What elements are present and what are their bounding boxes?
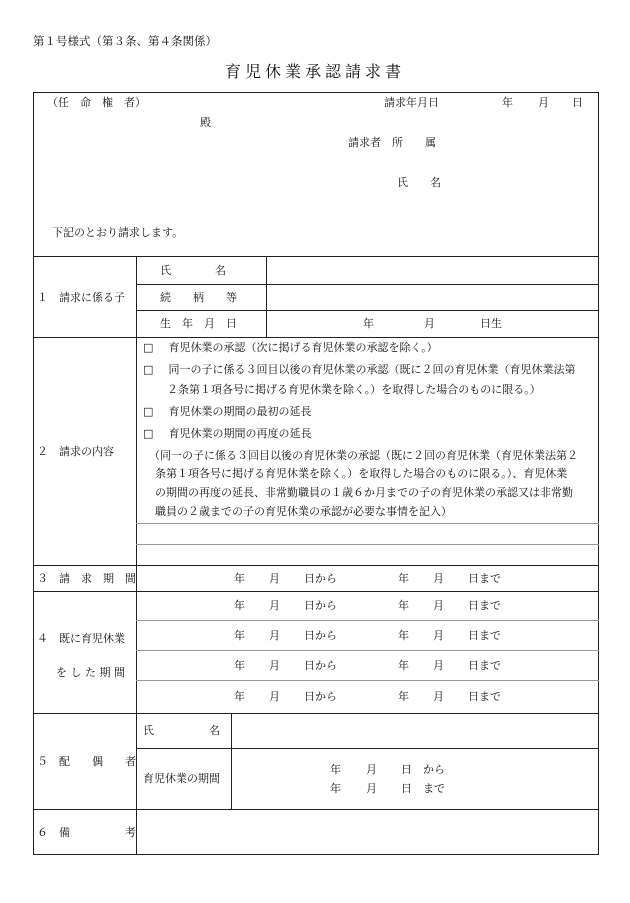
reason-input[interactable]	[140, 530, 595, 542]
spouse-from-month: 月	[366, 763, 377, 776]
past-period-row-2-from-year: 年	[234, 629, 245, 642]
child-birth-label: 生 年 月 日	[160, 317, 237, 330]
form-number: 第１号様式（第３条、第４条関係）	[33, 34, 217, 48]
sec1-col-line	[266, 256, 267, 337]
past-period-row-1-to-day: 日まで	[468, 599, 501, 612]
option-label: 同一の子に係る３回目以後の育児休業の承認（既に２回の育児休業（育児休業法第	[168, 363, 576, 376]
past-period-row-3-from-month: 月	[269, 659, 280, 672]
remarks-input[interactable]	[140, 815, 595, 850]
request-month: 月	[538, 96, 549, 109]
note-line: 条第１項各号に掲げる育児休業を除く。）を取得した場合のものに限る。）、育児休業	[155, 467, 568, 480]
spouse-from-day: 日 から	[401, 763, 445, 776]
checkbox-icon[interactable]: □	[143, 363, 154, 376]
note-line: 職員の２歳までの子の育児休業の承認が必要な事情を記入）	[155, 505, 452, 518]
label-column-line	[136, 256, 137, 855]
option-2	[143, 364, 576, 375]
sec1-row-line	[136, 310, 599, 311]
sec5-col-line	[231, 713, 232, 809]
honorific: 殿	[200, 116, 211, 129]
option-1	[143, 342, 438, 353]
sec1-label: １ 請求に係る子	[37, 291, 125, 304]
past-period-row-2-to-month: 月	[433, 629, 444, 642]
past-period-row-2-from-month: 月	[269, 629, 280, 642]
request-year: 年	[502, 96, 513, 109]
past-period-row-4-from-month: 月	[269, 690, 280, 703]
child-birth-year: 年	[363, 317, 374, 330]
sec5-row-line	[136, 748, 599, 749]
request-day: 日	[572, 96, 583, 109]
period-from-day: 日から	[304, 572, 337, 585]
spouse-to-day: 日 まで	[401, 782, 445, 795]
spouse-from-year: 年	[330, 763, 341, 776]
past-period-row-3-from-day: 日から	[304, 659, 337, 672]
request-date-label: 請求年月日	[384, 96, 439, 109]
sec3-label: ３ 請 求 期 間	[37, 572, 136, 585]
sec5-label: ５ 配 偶 者	[37, 755, 136, 768]
option-4	[143, 428, 312, 439]
option-2-continuation: ２条第１項各号に掲げる育児休業を除く。）を取得した場合のものに限る。）	[167, 383, 541, 396]
past-period-row-1-from-day: 日から	[304, 599, 337, 612]
past-period-row-4-to-month: 月	[433, 690, 444, 703]
divider-sec6	[33, 809, 599, 810]
spouse-to-month: 月	[366, 782, 377, 795]
intro-text: 下記のとおり請求します。	[52, 226, 184, 239]
requester-name-label: 氏 名	[397, 176, 441, 189]
past-period-row-4-from-day: 日から	[304, 690, 337, 703]
past-period-row-3-to-day: 日まで	[468, 659, 501, 672]
requester-affiliation-label: 請求者 所 属	[348, 136, 436, 149]
option-label: 育児休業の期間の最初の延長	[168, 405, 312, 418]
page-title: 育児休業承認請求書	[224, 62, 405, 81]
past-period-row-3-to-month: 月	[433, 659, 444, 672]
option-label: 育児休業の期間の再度の延長	[168, 427, 312, 440]
sec4-row-line	[136, 680, 599, 681]
past-period-row-2-from-day: 日から	[304, 629, 337, 642]
divider-sec4	[33, 591, 599, 592]
past-period-row-1-to-month: 月	[433, 599, 444, 612]
period-from-month: 月	[269, 572, 280, 585]
divider-sec3	[33, 565, 599, 566]
child-birth-month: 月	[424, 317, 435, 330]
sec1-row-line	[136, 284, 599, 285]
appointer-label: （任 命 権 者）	[47, 96, 146, 109]
divider-sec5	[33, 713, 599, 714]
sec4-label-line2: を し た 期 間	[56, 666, 125, 679]
option-label: 育児休業の承認（次に掲げる育児休業の承認を除く。）	[168, 341, 438, 354]
child-relation-label: 続 柄 等	[160, 291, 237, 304]
sec2-label: ２ 請求の内容	[37, 445, 114, 458]
period-to-year: 年	[398, 572, 409, 585]
checkbox-icon[interactable]: □	[143, 405, 154, 418]
divider-sec1	[33, 256, 599, 257]
sec2-blank-line	[136, 544, 599, 545]
past-period-row-2-to-year: 年	[398, 629, 409, 642]
period-from-year: 年	[234, 572, 245, 585]
past-period-row-4-to-day: 日まで	[468, 690, 501, 703]
option-3	[143, 406, 312, 417]
past-period-row-1-to-year: 年	[398, 599, 409, 612]
divider-sec2	[33, 337, 599, 338]
note-line: （同一の子に係る３回目以後の育児休業の承認（既に２回の育児休業（育児休業法第２	[149, 449, 578, 462]
past-period-row-4-to-year: 年	[398, 690, 409, 703]
past-period-row-3-from-year: 年	[234, 659, 245, 672]
checkbox-icon[interactable]: □	[143, 427, 154, 440]
past-period-row-1-from-year: 年	[234, 599, 245, 612]
period-to-month: 月	[433, 572, 444, 585]
past-period-row-4-from-year: 年	[234, 690, 245, 703]
past-period-row-2-to-day: 日まで	[468, 629, 501, 642]
sec4-row-line	[136, 650, 599, 651]
spouse-name-label: 氏 名	[143, 724, 220, 737]
note-line: の期間の再度の延長、非常勤職員の１歳６か月までの子の育児休業の承認又は非常勤	[155, 486, 573, 499]
period-to-day: 日まで	[468, 572, 501, 585]
sec2-blank-line	[136, 523, 599, 524]
past-period-row-1-from-month: 月	[269, 599, 280, 612]
child-name-label: 氏 名	[160, 264, 226, 277]
spouse-leave-period-label: 育児休業の期間	[143, 772, 220, 785]
sec4-row-line	[136, 620, 599, 621]
sec6-label: ６ 備 考	[37, 826, 136, 839]
sec4-label-line1: ４ 既に育児休業	[37, 632, 125, 645]
checkbox-icon[interactable]: □	[143, 341, 154, 354]
child-birth-day: 日生	[480, 317, 502, 330]
past-period-row-3-to-year: 年	[398, 659, 409, 672]
spouse-to-year: 年	[330, 782, 341, 795]
